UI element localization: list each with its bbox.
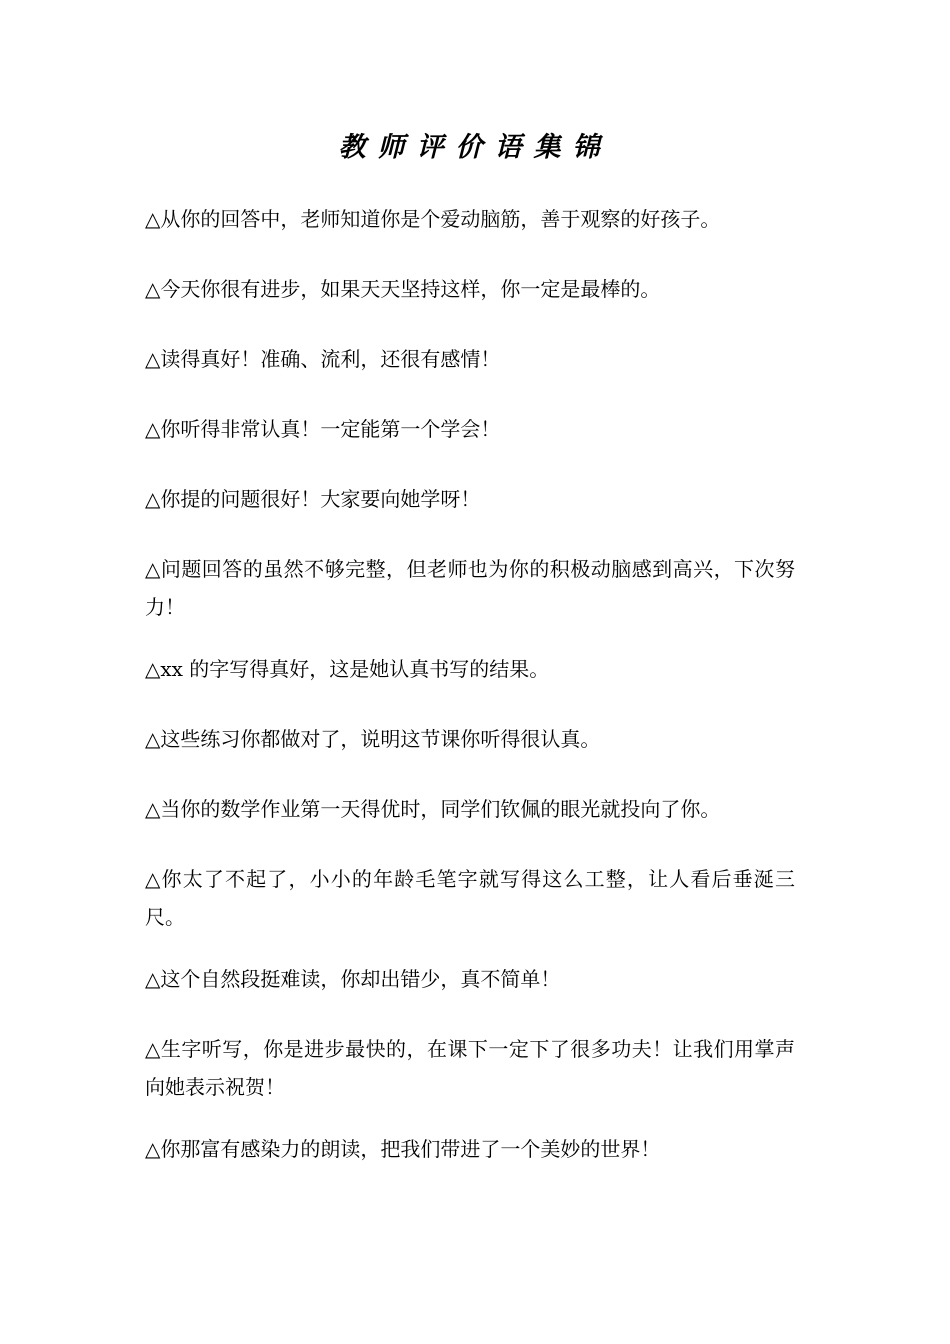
list-item: △读得真好！准确、流利，还很有感情！ [145, 347, 501, 371]
list-item: △从你的回答中，老师知道你是个爱动脑筋，善于观察的好孩子。 [145, 207, 721, 231]
list-item: △你那富有感染力的朗读，把我们带进了一个美妙的世界！ [145, 1137, 661, 1161]
list-item: △你听得非常认真！一定能第一个学会！ [145, 417, 501, 441]
list-item: △这些练习你都做对了，说明这节课你听得很认真。 [145, 727, 601, 751]
document-title: 教师评价语集锦 [338, 132, 612, 163]
list-item: △这个自然段挺难读，你却出错少，真不简单！ [145, 967, 561, 991]
list-item: △你太了不起了，小小的年龄毛笔字就写得这么工整，让人看后垂涎三尺。 [145, 867, 795, 929]
list-item: △今天你很有进步，如果天天坚持这样，你一定是最棒的。 [145, 277, 661, 301]
list-item: △你提的问题很好！大家要向她学呀！ [145, 487, 481, 511]
evaluation-list [145, 200, 795, 1200]
list-item: △当你的数学作业第一天得优时，同学们钦佩的眼光就投向了你。 [145, 797, 721, 821]
list-item: △生字听写，你是进步最快的，在课下一定下了很多功夫！让我们用掌声向她表示祝贺！ [145, 1037, 795, 1099]
list-item: △问题回答的虽然不够完整，但老师也为你的积极动脑感到高兴，下次努力！ [145, 557, 795, 619]
list-item: △xx 的字写得真好，这是她认真书写的结果。 [145, 657, 550, 681]
